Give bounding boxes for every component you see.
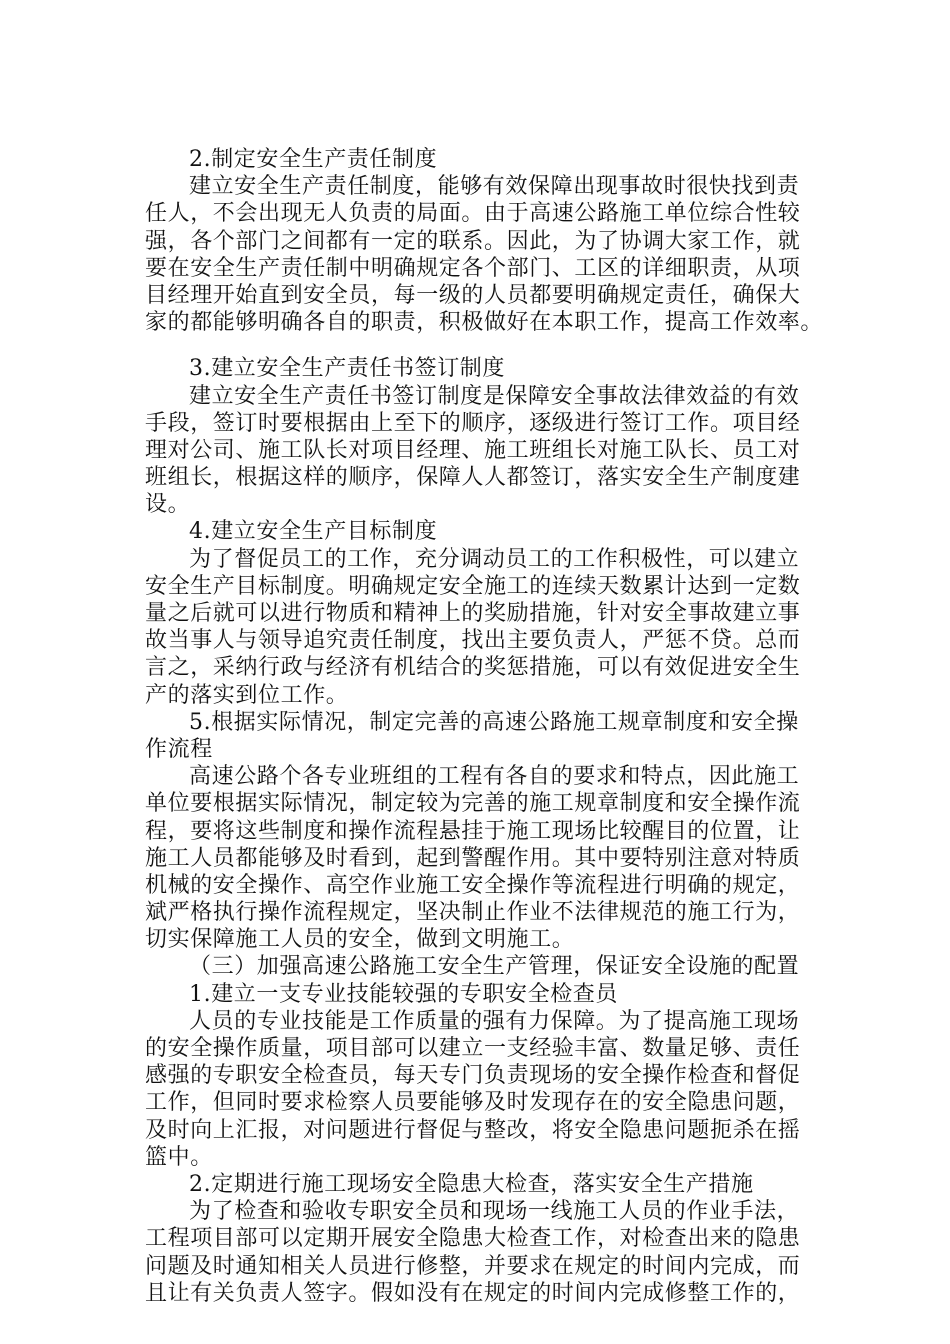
paragraph-line: 为了督促员工的工作，充分调动员工的工作积极性，可以建立 [189, 546, 800, 572]
paragraph-line: 理对公司、施工队长对项目经理、施工班组长对施工队长、员工对 [145, 437, 801, 463]
paragraph-line: 的安全操作质量，项目部可以建立一支经验丰富、数量足够、责任 [145, 1036, 801, 1061]
section-heading: 1.建立一支专业技能较强的专职安全检查员 [189, 981, 618, 1007]
paragraph-line: 建立安全生产责任制度，能够有效保障出现事故时很快找到责 [189, 174, 800, 200]
paragraph-line: 斌严格执行操作流程规定，坚决制止作业不法律规范的施工行为， [145, 900, 801, 926]
section-heading: 2.制定安全生产责任制度 [189, 147, 438, 172]
paragraph-line: 任人，不会出现无人负责的局面。由于高速公路施工单位综合性较 [145, 201, 801, 227]
paragraph-line: 高速公路个各专业班组的工程有各自的要求和特点，因此施工 [189, 764, 800, 790]
paragraph-line: 手段，签订时要根据由上至下的顺序，逐级进行签订工作。项目经 [145, 410, 801, 436]
paragraph-line: 班组长，根据这样的顺序，保障人人都签订，落实安全生产制度建 [145, 465, 801, 491]
section-heading-cont: 作流程 [145, 736, 213, 762]
paragraph-line: 机械的安全操作、高空作业施工安全操作等流程进行明确的规定， [145, 872, 801, 898]
paragraph-line: 强，各个部门之间都有一定的联系。因此，为了协调大家工作，就 [145, 228, 801, 254]
paragraph-line: 且让有关负责人签字。假如没有在规定的时间内完成修整工作的， [145, 1280, 801, 1306]
document-page [145, 146, 824, 1307]
paragraph-line: 工作，但同时要求检察人员要能够及时发现存在的安全隐患问题， [145, 1090, 801, 1116]
section-heading: 2.定期进行施工现场安全隐患大检查，落实安全生产措施 [189, 1171, 754, 1197]
paragraph-line: 问题及时通知相关人员进行修整，并要求在规定的时间内完成，而 [145, 1253, 801, 1279]
paragraph-line: 建立安全生产责任书签订制度是保障安全事故法律效益的有效 [189, 383, 800, 409]
paragraph-gap [145, 336, 805, 355]
section-heading: 4.建立安全生产目标制度 [189, 519, 438, 545]
paragraph-line: 言之，采纳行政与经济有机结合的奖惩措施，可以有效促进安全生 [145, 655, 801, 681]
paragraph-line: 工程项目部可以定期开展安全隐患大检查工作，对检查出来的隐患 [145, 1226, 801, 1252]
paragraph-line: 设。 [145, 492, 191, 518]
section-heading: 5.根据实际情况，制定完善的高速公路施工规章制度和安全操 [189, 709, 799, 735]
paragraph-line: 单位要根据实际情况，制定较为完善的施工规章制度和安全操作流 [145, 791, 801, 817]
paragraph-line: 施工人员都能够及时看到，起到警醒作用。其中要特别注意对特质 [145, 845, 801, 871]
paragraph-line: 切实保障施工人员的安全，做到文明施工。 [145, 927, 575, 953]
paragraph-line: 产的落实到位工作。 [145, 682, 349, 708]
paragraph-line: 目经理开始直到安全员，每一级的人员都要明确规定责任，确保大 [145, 282, 801, 308]
paragraph-line: 篮中。 [145, 1144, 213, 1170]
paragraph-line: 程，要将这些制度和操作流程悬挂于施工现场比较醒目的位置，让 [145, 818, 801, 844]
paragraph-line: 要在安全生产责任制中明确规定各个部门、工区的详细职责，从项 [145, 255, 801, 281]
subsection-heading: （三）加强高速公路施工安全生产管理，保证安全设施的配置 [189, 954, 800, 980]
paragraph-line: 感强的专职安全检查员，每天专门负责现场的安全操作检查和督促 [145, 1063, 801, 1089]
paragraph-line: 安全生产目标制度。明确规定安全施工的连续天数累计达到一定数 [145, 573, 801, 599]
paragraph-line: 人员的专业技能是工作质量的强有力保障。为了提高施工现场 [189, 1008, 800, 1034]
paragraph-line: 家的都能够明确各自的职责，积极做好在本职工作，提高工作效率。 [145, 310, 824, 336]
paragraph-line: 为了检查和验收专职安全员和现场一线施工人员的作业手法， [189, 1199, 800, 1225]
paragraph-line: 量之后就可以进行物质和精神上的奖励措施，针对安全事故建立事 [145, 601, 801, 626]
paragraph-line: 及时向上汇报，对问题进行督促与整改，将安全隐患问题扼杀在摇 [145, 1117, 801, 1143]
paragraph-line: 故当事人与领导追究责任制度，找出主要负责人，严惩不贷。总而 [145, 628, 801, 654]
section-heading: 3.建立安全生产责任书签订制度 [189, 356, 505, 382]
